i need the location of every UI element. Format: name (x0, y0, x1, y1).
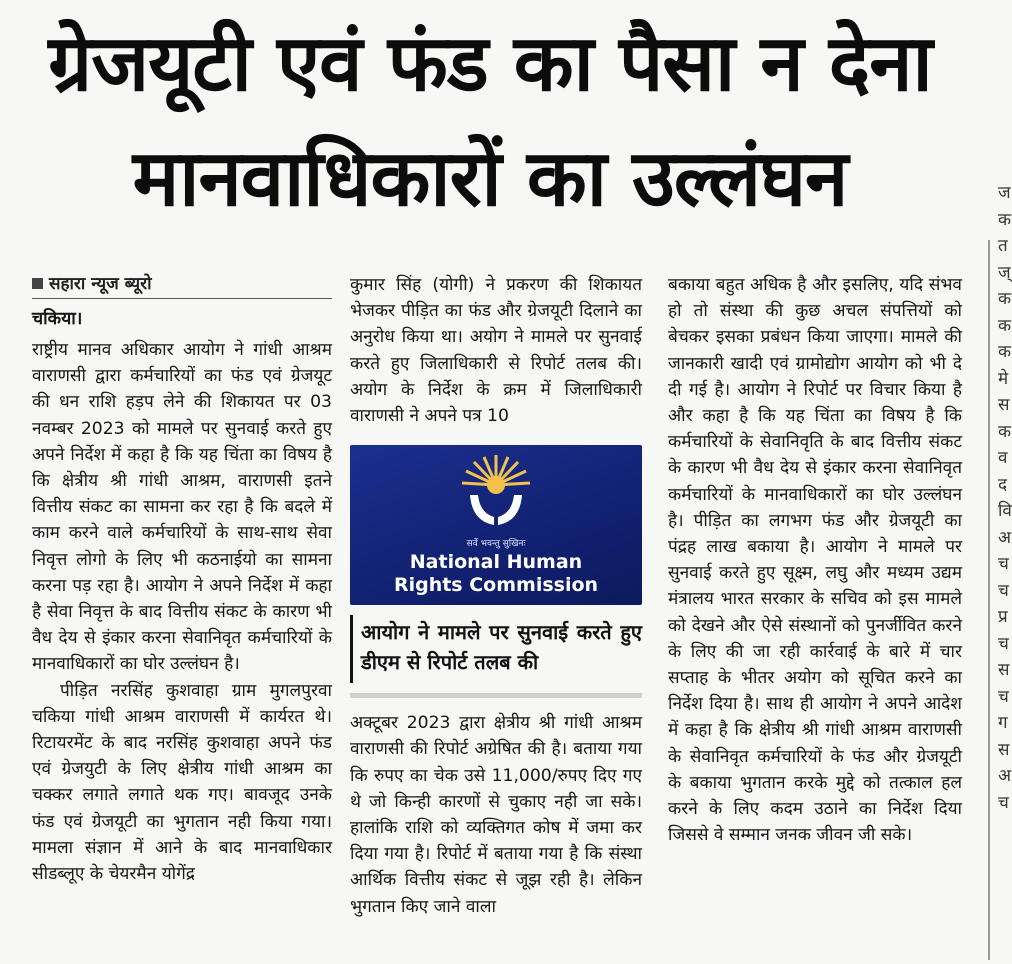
edge-fragment: क (998, 315, 1012, 336)
nhrc-name-line-2: Rights Commission (393, 574, 599, 597)
edge-fragment: अ (998, 527, 1011, 548)
edge-fragment: च (998, 580, 1009, 601)
paragraph: राष्ट्रीय मानव अधिकार आयोग ने गांधी आश्रम वाराणसी द्वारा कर्मचारियों का फंड एवं ग्रेजयूट की धन राशि हड़प लेने की शिकायत पर 03 नवम्बर 2023 को मामले पर सुनवाई करते हुए अपने निर्देश में कहा है कि यह चिंता का विषय है कि क्षेत्रीय श्री गांधी आश्रम, वाराणसी इतने वित्तीय संकट का सामना कर रहा है कि बदले में काम करने वाले कर्मचारियों के साथ-साथ सेवा निवृत्त लोगो के लिए भी कठनाईयो का सामना करना पड़ रहा है। आयोग ने अपने निर्देश में कहा है सेवा निवृत्त के बाद वित्तीय संकट के कारण भी वैध देय से इंकार करना सेवानिवृत कर्मचारियों के मानवाधिकारों का घोर उल्लंघन है। (32, 340, 332, 675)
nhrc-name-line-1: National Human (409, 551, 583, 574)
divider (350, 693, 642, 698)
edge-fragment: क (998, 289, 1012, 309)
edge-fragment: वि (998, 501, 1012, 521)
paragraph: अक्टूबर 2023 द्वारा क्षेत्रीय श्री गांधी आश्रम वाराणसी की रिपोर्ट अग्रेषित की है। बताया गया कि रुपए का चेक उसे 11,000/रुपए दिए गए थे जो किन्ही कारणों से चुकाए नही जा सके। हालांकि राशि को व्यक्तिगत कोष में जमा कर दिया गया है। रिपोर्ट में बताया गया है कि संस्था आर्थिक वित्तीय संकट से जूझ रही है। लेकिन भुगतान किए जाने वाला (350, 713, 642, 917)
nhrc-logo-image (350, 445, 642, 605)
pull-quote: आयोग ने मामले पर सुनवाई करते हुए डीएम से रिपोर्ट तलब की (350, 615, 642, 683)
headline-line-1: ग्रेजयूटी एवं फंड का पैसा न देना (48, 19, 932, 109)
edge-fragment: ज (998, 183, 1011, 203)
byline (32, 272, 332, 299)
edge-fragments (988, 180, 1012, 816)
headline-line-2: मानवाधिकारों का उल्लंघन (132, 134, 848, 224)
article-column-2 (350, 272, 642, 920)
dateline: चकिया। (32, 309, 83, 329)
edge-fragment: स (998, 395, 1010, 415)
byline-source: सहारा न्यूज ब्यूरो (49, 274, 152, 294)
edge-fragment: प्र (998, 607, 1008, 627)
edge-fragment: क (998, 209, 1012, 230)
article-column-1 (32, 272, 332, 887)
paragraph: बकाया बहुत अधिक है और इसलिए, यदि संभव हो तो संस्था की कुछ अचल संपत्तियों को बेचकर इसका प्रबंधन किया जाएगा। मामले की जानकारी खादी एवं ग्रामोद्योग आयोग को भी दे दी गई है। आयोग ने रिपोर्ट पर विचार किया है और कहा है कि यह चिंता का विषय है कि कर्मचारियों के सेवानिवृति के बाद वित्तीय संकट के कारण भी वैध देय से इंकार करना सेवानिवृत कर्मचारियों के मानवाधिकारों का घोर उल्लंघन है। पीड़ित का लगभग फंड और ग्रेजयूटी का पंद्रह लाख बकाया है। आयोग ने मामले पर सुनवाई करते हुए सूक्ष्म, लघु और मध्यम उद्यम मंत्रालय भारत सरकार के सचिव को इस मामले को देखने और ऐसे संस्थानों को पुनर्जीवित करने के लिए की जा रही कार्रवाई के बारे में चार सप्ताह के भीतर अयोग को सूचित करने का निर्देश दिया है। साथ ही आयोग ने अपने आदेश में कहा है कि क्षेत्रीय श्री गांधी आश्रम वाराणसी के सेवानिवृत कर्मचारियों के फंड और ग्रेजयूटी के बकाया भुगतान करके मुद्दे को तत्काल हल करने के लिए कदम उठाने का निर्देश दिया जिससे वे सम्मान जनक जीवन जी सके। (668, 275, 962, 846)
edge-fragment: क (998, 342, 1012, 362)
adjacent-article-edge (978, 0, 1012, 964)
nhrc-name (350, 551, 642, 597)
edge-fragment: च (998, 554, 1009, 574)
edge-fragment: स (998, 739, 1010, 760)
edge-fragment: व (998, 448, 1008, 468)
paragraph: कुमार सिंह (योगी) ने प्रकरण की शिकायत भेजकर पीड़ित का फंड और ग्रेजयूटी दिलाने का अनुरोध किया था। अयोग ने मामले पर सुनवाई करते हुए जिलाधिकारी से रिपोर्ट तलब की। अयोग के निर्देश के क्रम में जिलाधिकारी वाराणसी ने अपने पत्र 10 (350, 275, 642, 427)
edge-fragment: च (998, 686, 1009, 707)
edge-fragment: मे (998, 368, 1009, 389)
nhrc-motto: सर्वे भवन्तु सुखिनः (466, 539, 526, 550)
article-column-3 (668, 272, 962, 848)
edge-fragment: द (998, 474, 1008, 495)
edge-fragment: ज् (998, 262, 1011, 283)
edge-fragment: क (998, 421, 1012, 442)
edge-fragment: च (998, 792, 1009, 813)
paragraph: पीड़ित नरसिंह कुशवाहा ग्राम मुगलपुरवा चकिया गांधी आश्रम वाराणसी में कार्यरत थे। रिटायरमेंट के बाद नरसिंह कुशवाहा अपने फंड एवं ग्रेजयुटी के लिए क्षेत्रीय गांधी आश्रम का चक्कर लगाते लगाते थक गए। बावजूद उनके फंड एवं ग्रेजयूटी का भुगतान नही किया गया। मामला संज्ञान में आने के बाद मानवाधिकार सीडब्लूए के चेयरमैन योगेंद्र (32, 680, 332, 885)
edge-fragment: त (998, 236, 1008, 256)
edge-fragment: च (998, 633, 1009, 654)
edge-fragment: स (998, 660, 1010, 680)
edge-fragment: अ (998, 766, 1011, 786)
headline (0, 8, 980, 238)
nhrc-emblem-icon (450, 451, 542, 533)
edge-fragment: ग (998, 713, 1008, 733)
square-bullet-icon (32, 278, 43, 289)
